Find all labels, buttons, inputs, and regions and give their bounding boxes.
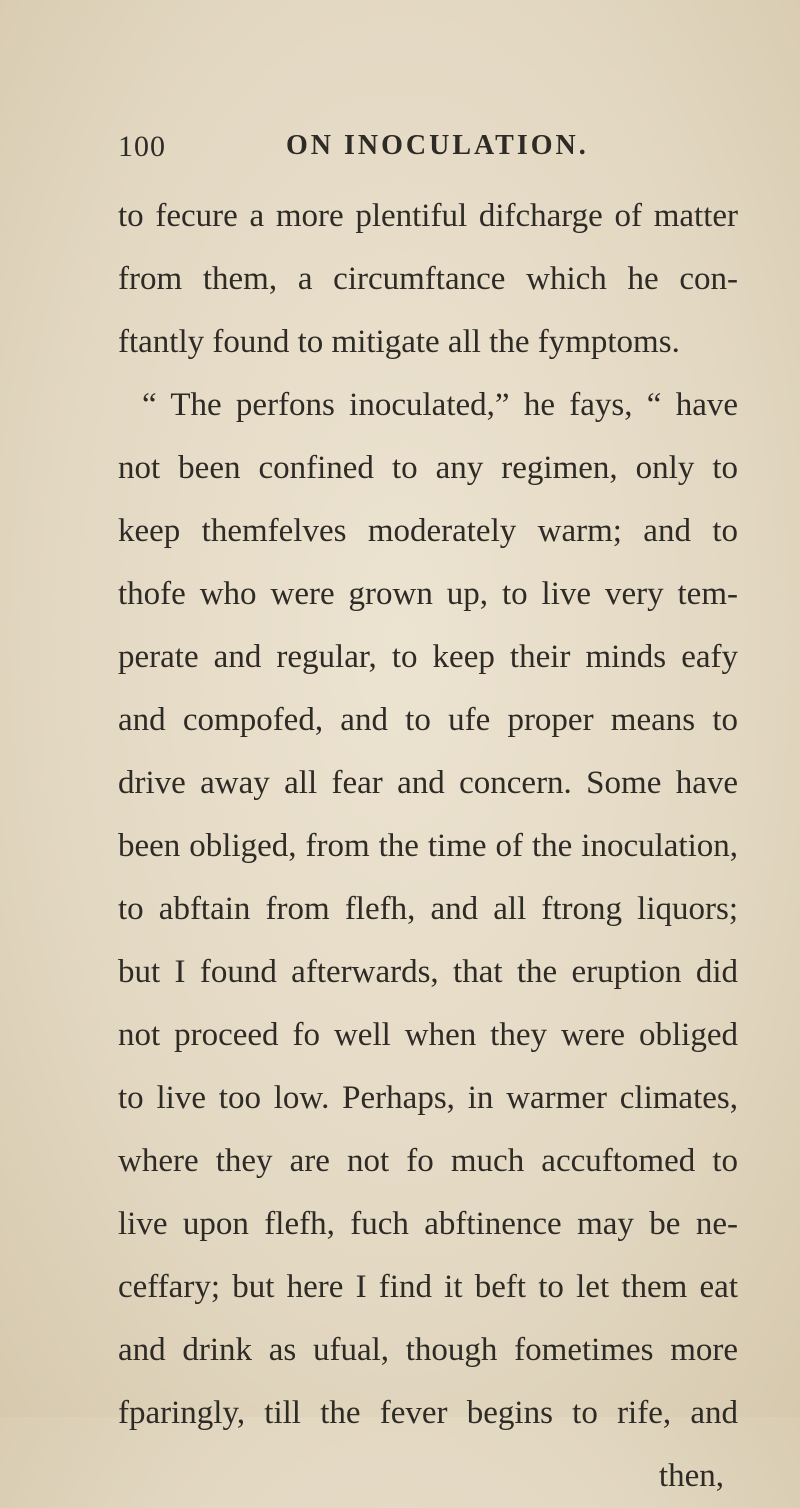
text-line: to live too low. Perhaps, in warmer climates, <box>118 1080 738 1116</box>
text-line: and drink as ufual, though fometimes more <box>118 1332 738 1368</box>
page-header <box>118 130 738 170</box>
running-head: ON INOCULATION. <box>286 130 589 161</box>
text-line: where they are not fo much accuftomed to <box>118 1143 738 1179</box>
page-number: 100 <box>118 130 166 163</box>
text-line: but I found afterwards, that the eruption did <box>118 954 738 990</box>
body-text <box>118 185 738 1508</box>
text-line: from them, a circumftance which he con- <box>118 261 738 297</box>
text-line: been obliged, from the time of the inoculation, <box>118 828 738 864</box>
text-line: fparingly, till the fever begins to rife, and <box>118 1395 738 1431</box>
text-line: live upon flefh, fuch abftinence may be ne- <box>118 1206 738 1242</box>
text-line: to abftain from flefh, and all ftrong liquors; <box>118 891 738 927</box>
text-line: not proceed fo well when they were obliged <box>118 1017 738 1053</box>
text-line: drive away all fear and concern. Some have <box>118 765 738 801</box>
text-line: not been confined to any regimen, only to <box>118 450 738 486</box>
text-line: to fecure a more plentiful difcharge of matter <box>118 198 738 234</box>
text-line: keep themfelves moderately warm; and to <box>118 513 738 549</box>
text-line: and compofed, and to ufe proper means to <box>118 702 738 738</box>
text-line: perate and regular, to keep their minds eafy <box>118 639 738 675</box>
text-line: ceffary; but here I find it beft to let them eat <box>118 1269 738 1305</box>
text-line: ftantly found to mitigate all the fymptoms. <box>118 324 680 360</box>
text-line: “ The perfons inoculated,” he fays, “ have <box>142 387 738 423</box>
text-line: thofe who were grown up, to live very tem- <box>118 576 738 612</box>
catchword: then, <box>658 1458 724 1494</box>
